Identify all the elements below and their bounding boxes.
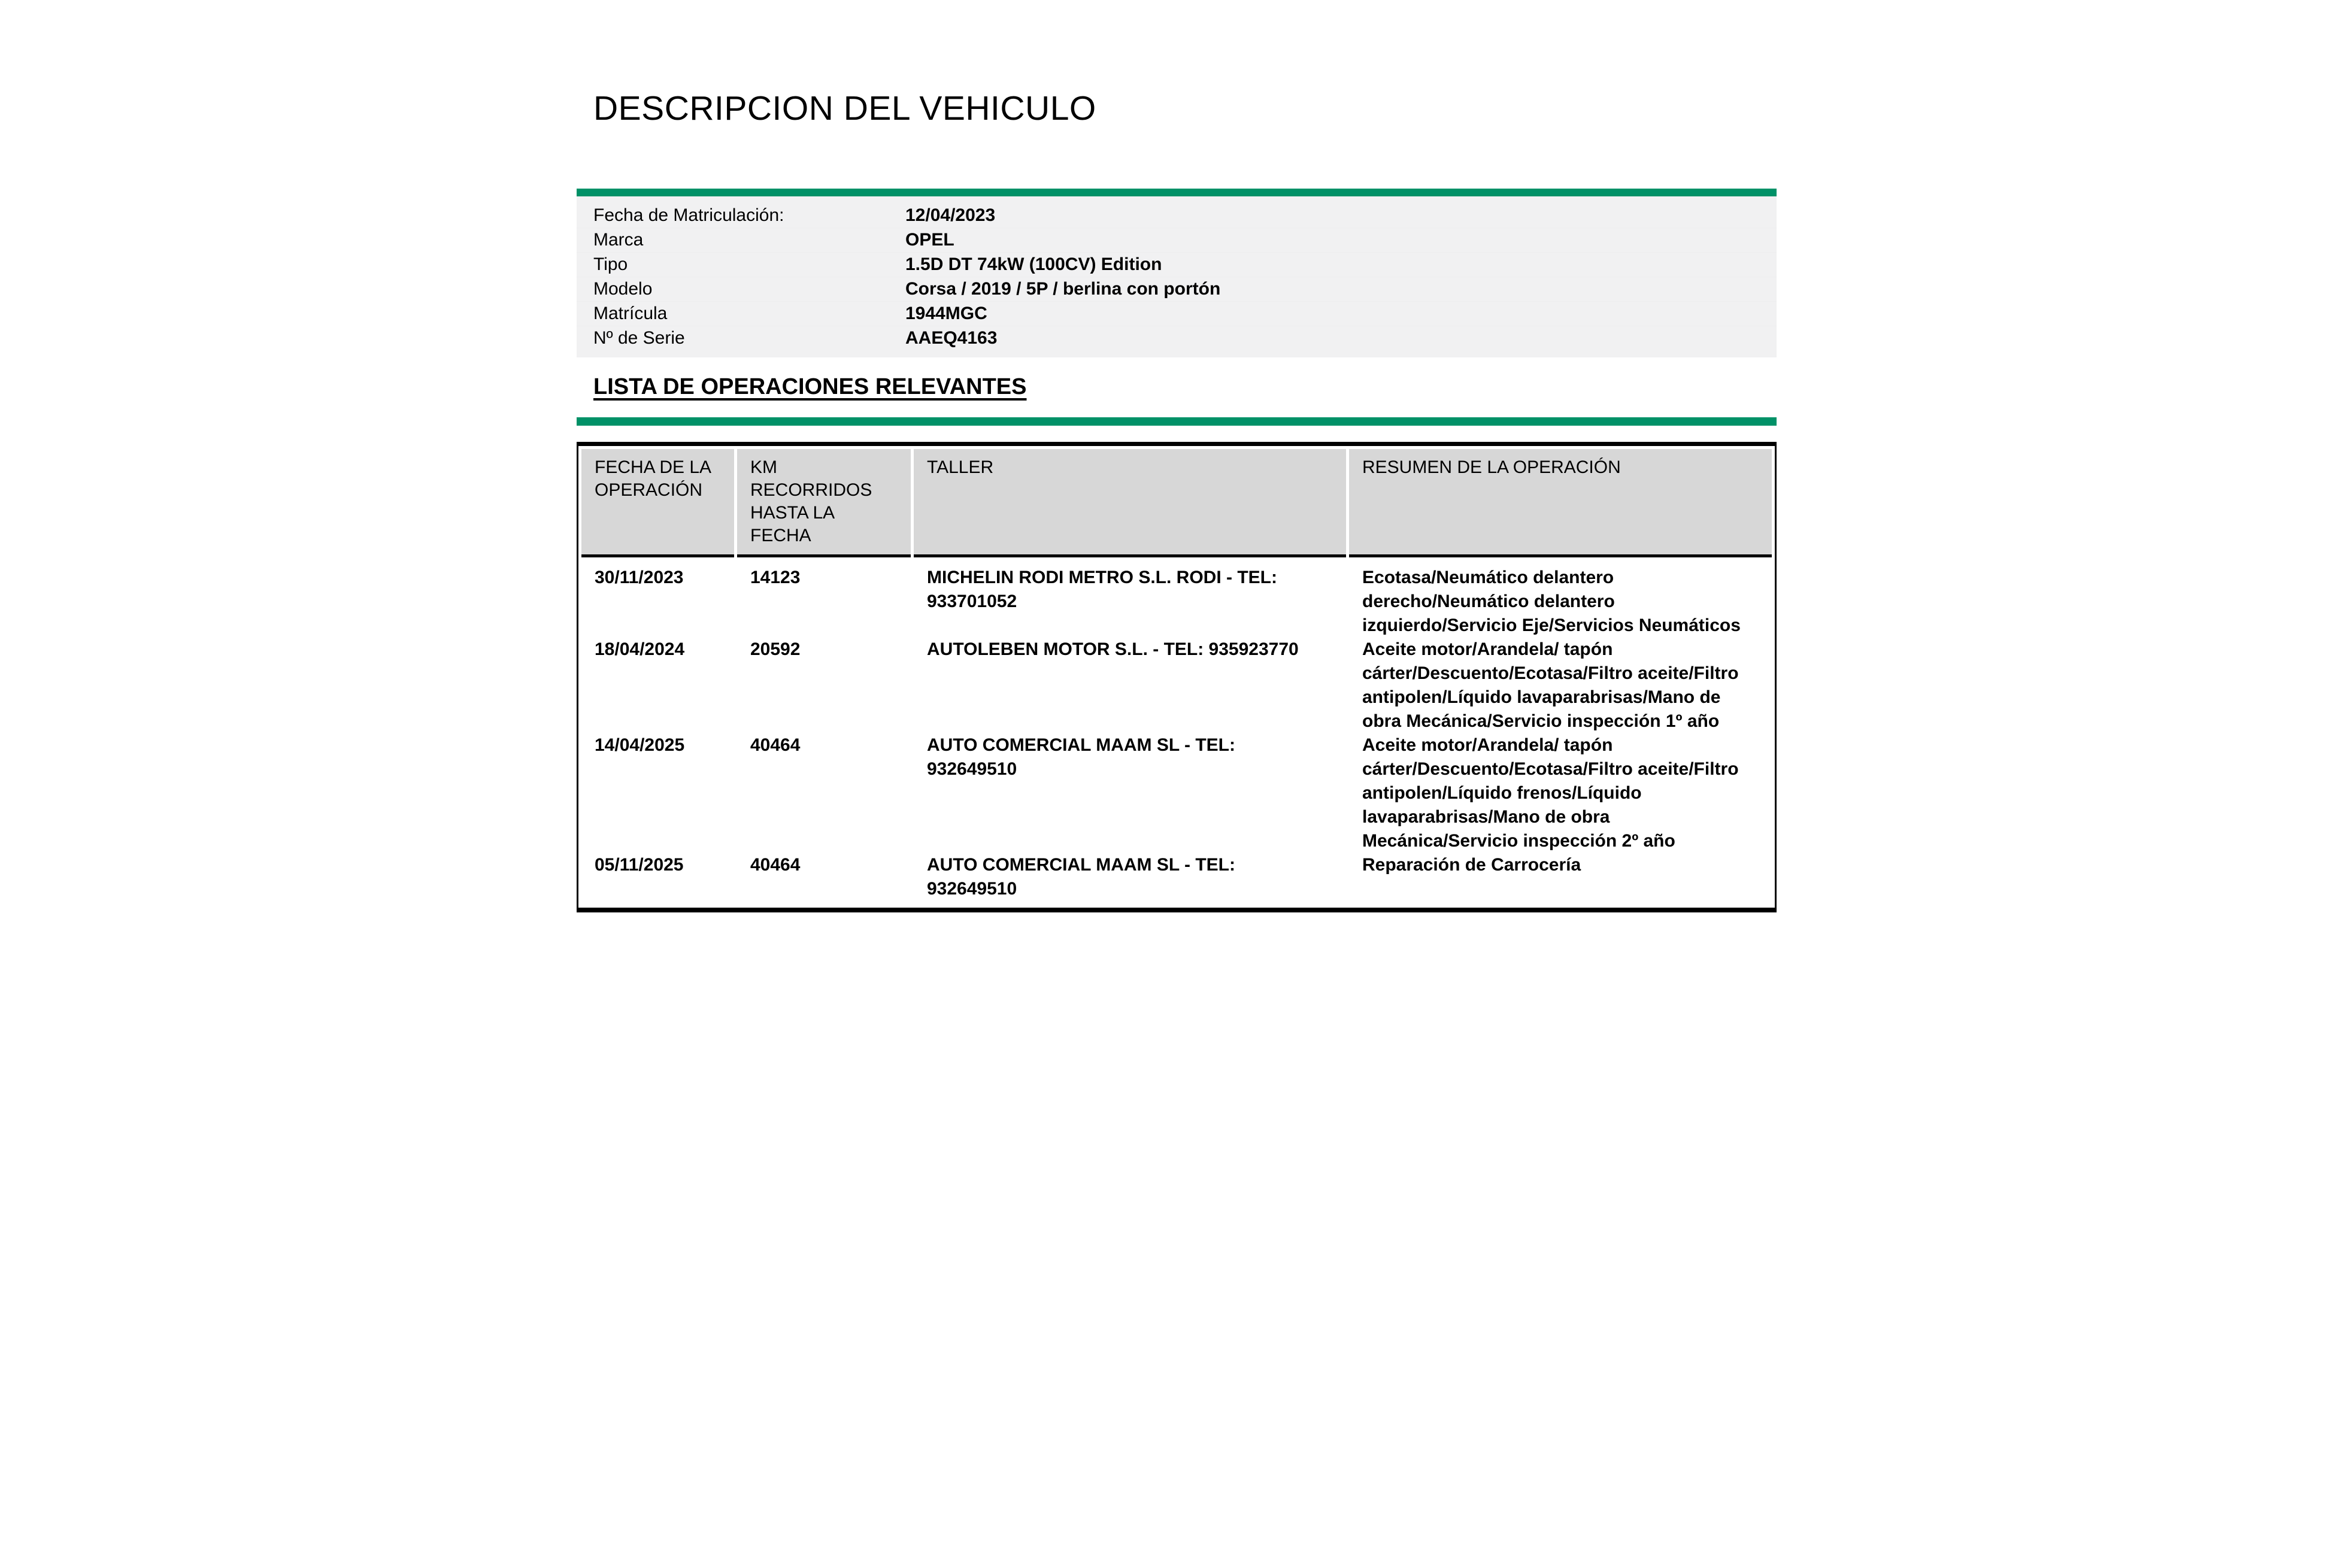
field-value-modelo: Corsa / 2019 / 5P / berlina con portón — [905, 279, 1221, 299]
operation-summary: Reparación de Carrocería — [1362, 855, 1581, 875]
operation-summary: Aceite motor/Arandela/ tapón cárter/Descuento/Ecotasa/Filtro aceite/Filtro antipolen/Líquido lavaparabrisas/Mano de obra Mecánica/Servicio inspección 1º año — [1362, 639, 1739, 731]
column-header-resumen-operacion: RESUMEN DE LA OPERACIÓN — [1349, 449, 1772, 557]
operations-heading: LISTA DE OPERACIONES RELEVANTES — [593, 374, 1027, 399]
vehicle-info-row — [577, 277, 1777, 302]
field-value-num-serie: AAEQ4163 — [905, 328, 998, 348]
operation-workshop: AUTO COMERCIAL MAAM SL - TEL: 932649510 — [927, 735, 1235, 779]
table-row — [581, 557, 1772, 638]
operations-table — [577, 442, 1777, 912]
operation-date: 18/04/2024 — [595, 639, 685, 659]
field-label-tipo: Tipo — [593, 254, 628, 274]
column-header-km-recorridos: KM RECORRIDOS HASTA LA FECHA — [737, 449, 911, 557]
column-header-taller: TALLER — [914, 449, 1346, 557]
document-content — [577, 0, 1777, 1568]
field-label-num-serie: Nº de Serie — [593, 328, 685, 348]
operation-km: 40464 — [750, 855, 801, 875]
operation-date: 14/04/2025 — [595, 735, 685, 755]
field-value-marca: OPEL — [905, 230, 954, 250]
operation-km: 20592 — [750, 639, 801, 659]
vehicle-info-row — [577, 228, 1777, 253]
operation-summary: Ecotasa/Neumático delantero derecho/Neumático delantero izquierdo/Servicio Eje/Servicios Neumáticos — [1362, 568, 1741, 635]
operations-header-row — [581, 449, 1772, 557]
vehicle-info-row — [577, 302, 1777, 326]
field-label-marca: Marca — [593, 230, 644, 250]
info-panel-accent-bar — [577, 189, 1777, 196]
operation-date: 05/11/2025 — [595, 855, 684, 875]
operation-km: 14123 — [750, 568, 801, 587]
page-title: DESCRIPCION DEL VEHICULO — [593, 89, 1096, 128]
column-header-fecha-operacion: FECHA DE LA OPERACIÓN — [581, 449, 734, 557]
operation-workshop: AUTOLEBEN MOTOR S.L. - TEL: 935923770 — [927, 639, 1299, 659]
vehicle-info-row — [577, 253, 1777, 277]
table-row — [581, 733, 1772, 853]
field-value-matricula: 1944MGC — [905, 304, 987, 323]
vehicle-info-row — [577, 326, 1777, 350]
vehicle-info-panel — [577, 196, 1777, 357]
field-label-modelo: Modelo — [593, 279, 653, 299]
operation-km: 40464 — [750, 735, 801, 755]
table-row — [581, 638, 1772, 733]
field-value-fecha-matriculacion: 12/04/2023 — [905, 205, 996, 225]
operations-accent-bar — [577, 417, 1777, 426]
operation-summary: Aceite motor/Arandela/ tapón cárter/Descuento/Ecotasa/Filtro aceite/Filtro antipolen/Líquido frenos/Líquido lavaparabrisas/Mano de obra Mecánica/Servicio inspección 2º año — [1362, 735, 1739, 851]
field-label-matricula: Matrícula — [593, 304, 668, 323]
vehicle-info-row — [577, 204, 1777, 228]
operation-date: 30/11/2023 — [595, 568, 684, 587]
field-value-tipo: 1.5D DT 74kW (100CV) Edition — [905, 254, 1162, 274]
field-label-fecha-matriculacion: Fecha de Matriculación: — [593, 205, 784, 225]
table-row — [581, 853, 1772, 905]
operation-workshop: AUTO COMERCIAL MAAM SL - TEL: 932649510 — [927, 855, 1235, 899]
operation-workshop: MICHELIN RODI METRO S.L. RODI - TEL: 933701052 — [927, 568, 1277, 611]
